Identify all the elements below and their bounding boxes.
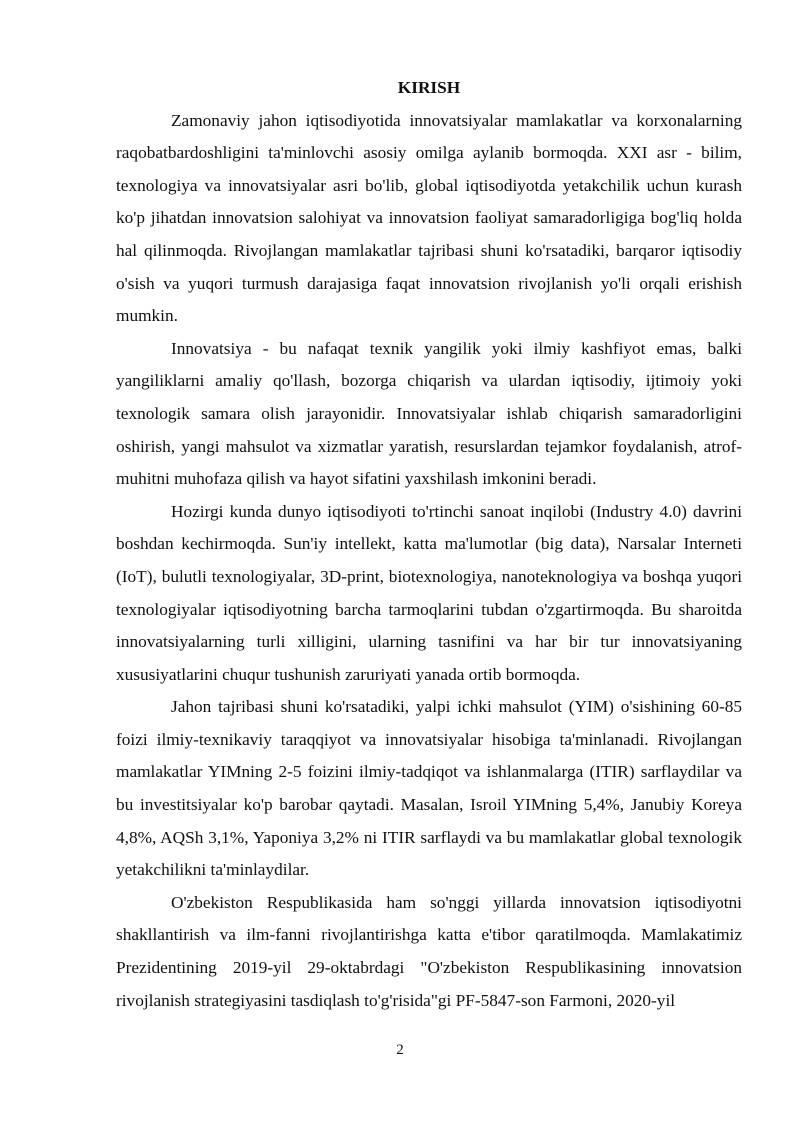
section-heading: KIRISH bbox=[397, 78, 461, 97]
paragraph: Zamonaviy jahon iqtisodiyotida innovatsiyalar mamlakatlar va korxonalarning raqobatbardoshligini ta'minlovchi asosiy omilga aylanib bormoqda. XXI asr - bilim, texnologiya va innovatsiyalar asri bo'lib, global iqtisodiyotda yetakchilik uchun kurash ko'p jihatdan innovatsion salohiyat va innovatsion faoliyat samaradorligiga bog'liq holda hal qilinmoqda. Rivojlangan mamlakatlar tajribasi shuni ko'rsatadiki, barqaror iqtisodiy o'sish va yuqori turmush darajasiga faqat innovatsion rivojlanish yo'li orqali erishish mumkin. bbox=[116, 110, 742, 326]
paragraph: Hozirgi kunda dunyo iqtisodiyoti to'rtinchi sanoat inqilobi (Industry 4.0) davrini boshdan kechirmoqda. Sun'iy intellekt, katta ma'lumotlar (big data), Narsalar Interneti (IoT), bulutli texnologiyalar, 3D-print, biotexnologiya, nanoteknologiya va boshqa yuqori texnologiyalar iqtisodiyotning barcha tarmoqlarini tubdan o'zgartirmoqda. Bu sharoitda innovatsiyalarning turli xilligini, ularning tasnifini va har bir tur innovatsiyaning xususiyatlarini chuqur tushunish zaruriyati yanada ortib bormoqda. bbox=[116, 501, 742, 684]
page-content bbox=[116, 72, 742, 1017]
page-number: 2 bbox=[396, 1042, 404, 1058]
paragraph: O'zbekiston Respublikasida ham so'nggi yillarda innovatsion iqtisodiyotni shakllantirish va ilm-fanni rivojlantirishga katta e'tibor qaratilmoqda. Mamlakatimiz Prezidentining 2019-yil 29-oktabrdagi "O'zbekiston Respublikasining innovatsion rivojlanish strategiyasini tasdiqlash to'g'risida"gi PF-5847-son Farmoni, 2020-yil bbox=[116, 892, 742, 1010]
paragraph: Innovatsiya - bu nafaqat texnik yangilik yoki ilmiy kashfiyot emas, balki yangiliklarni amaliy qo'llash, bozorga chiqarish va ulardan iqtisodiy, ijtimoiy yoki texnologik samara olish jarayonidir. Innovatsiyalar ishlab chiqarish samaradorligini oshirish, yangi mahsulot va xizmatlar yaratish, resurslardan tejamkor foydalanish, atrof-muhitni muhofaza qilish va hayot sifatini yaxshilash imkonini beradi. bbox=[116, 338, 742, 489]
paragraph: Jahon tajribasi shuni ko'rsatadiki, yalpi ichki mahsulot (YIM) o'sishining 60-85 foizi ilmiy-texnikaviy taraqqiyot va innovatsiyalar hisobiga ta'minlanadi. Rivojlangan mamlakatlar YIMning 2-5 foizini ilmiy-tadqiqot va ishlanmalarga (ITIR) sarflaydilar va bu investitsiyalar ko'p barobar qaytadi. Masalan, Isroil YIMning 5,4%, Janubiy Koreya 4,8%, AQSh 3,1%, Yaponiya 3,2% ni ITIR sarflaydi va bu mamlakatlar global texnologik yetakchilikni ta'minlaydilar. bbox=[116, 697, 742, 880]
